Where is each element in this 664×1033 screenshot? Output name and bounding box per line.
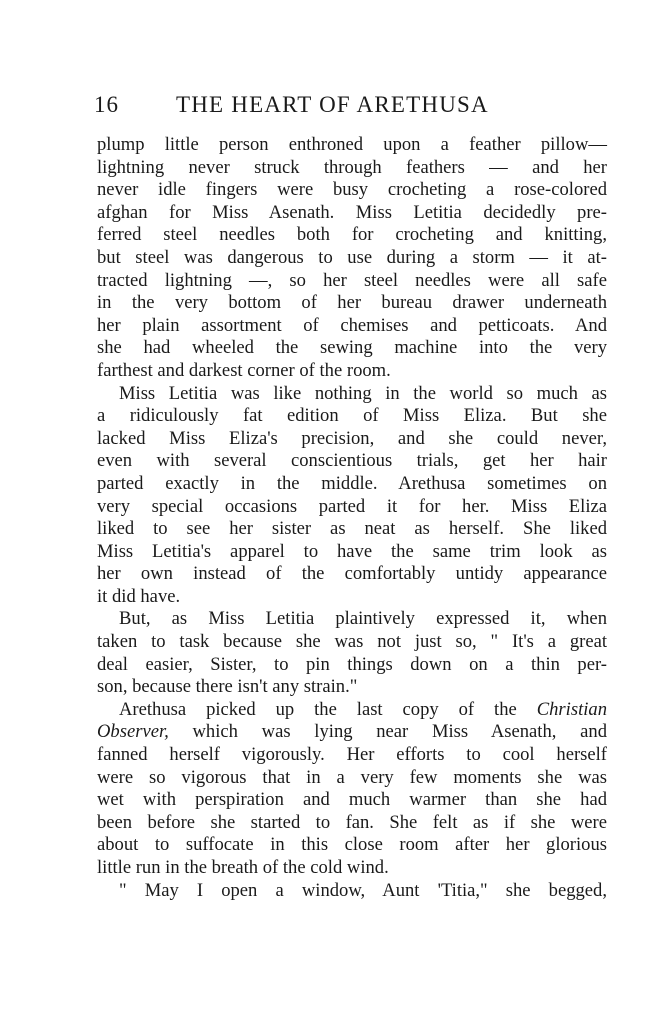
text-line [97, 518, 607, 541]
text-line-content: Arethusa picked up the last copy of the [119, 698, 537, 720]
text-line [97, 744, 607, 767]
text-line-content: Miss Letitia's apparel to have the same trim look as [97, 540, 607, 562]
text-line [97, 496, 607, 519]
text-line-content: son, because there isn't any strain." [97, 676, 358, 698]
text-line-content: it did have. [97, 585, 181, 607]
page-number: 16 [94, 92, 119, 117]
text-line [97, 428, 607, 451]
text-line [97, 541, 607, 564]
text-line [97, 767, 607, 790]
text-line-content: were so vigorous that in a very few moments she was [97, 766, 607, 788]
text-line-content: afghan for Miss Asenath. Miss Letitia decidedly pre- [97, 201, 607, 223]
text-line-content: her own instead of the comfortably untidy appearance [97, 563, 607, 585]
text-line-content: been before she started to fan. She felt as if she were [97, 811, 607, 833]
text-line-content: very special occasions parted it for her. Miss Eliza [97, 495, 607, 517]
text-line-content: never idle fingers were busy crocheting a rose-colored [97, 179, 607, 201]
text-line [97, 473, 607, 496]
text-line-tail: which was lying near Miss Asenath, and [168, 721, 607, 743]
text-line [97, 676, 607, 699]
text-line [97, 179, 607, 202]
text-line-content: about to suffocate in this close room after her glorious [97, 834, 607, 856]
text-line-content: taken to task because she was not just so, " It's a great [97, 631, 607, 653]
text-line [97, 450, 607, 473]
text-line [97, 134, 607, 157]
text-line [97, 654, 607, 677]
text-line-content: plump little person enthroned upon a feather pillow— [97, 134, 607, 155]
text-line-content: lacked Miss Eliza's precision, and she could never, [97, 427, 607, 449]
italic-title: Observer, [97, 721, 169, 743]
text-line [97, 337, 607, 360]
book-title: THE HEART OF ARETHUSA [176, 92, 489, 117]
text-line [97, 315, 607, 338]
text-line [97, 789, 607, 812]
text-line-content: farthest and darkest corner of the room. [97, 359, 391, 381]
text-line [97, 157, 607, 180]
text-line-content: even with several conscientious trials, get her hair [97, 450, 607, 472]
text-line [97, 405, 607, 428]
text-line [97, 270, 607, 293]
text-line-content: her plain assortment of chemises and petticoats. And [97, 314, 607, 336]
text-line-content: deal easier, Sister, to pin things down on a thin per- [97, 653, 607, 675]
text-line-content: tracted lightning —, so her steel needles were all safe [97, 269, 607, 291]
text-line-content: a ridiculously fat edition of Miss Eliza. But she [97, 405, 607, 427]
text-line-content: but steel was dangerous to use during a storm — it at- [97, 246, 607, 268]
text-line [97, 247, 607, 270]
text-line-content: " May I open a window, Aunt 'Titia," she begged, [119, 879, 607, 901]
italic-title: Christian [536, 698, 607, 720]
text-line-content: little run in the breath of the cold wind. [97, 857, 389, 878]
running-head [94, 92, 606, 120]
text-line-content: parted exactly in the middle. Arethusa sometimes on [97, 472, 607, 494]
text-line-content: lightning never struck through feathers — and her [97, 156, 607, 178]
text-line [97, 224, 607, 247]
text-line [97, 292, 607, 315]
text-line [97, 857, 607, 880]
text-line [97, 608, 607, 631]
text-line-content: she had wheeled the sewing machine into the very [97, 337, 607, 359]
text-line [97, 563, 607, 586]
text-line [97, 631, 607, 654]
text-line [97, 383, 607, 406]
text-line-content: fanned herself vigorously. Her efforts to cool herself [97, 744, 607, 766]
text-line [97, 360, 607, 383]
text-line-content: in the very bottom of her bureau drawer underneath [97, 292, 607, 314]
text-line-content: wet with perspiration and much warmer than she had [97, 789, 607, 811]
text-line-content: liked to see her sister as neat as herself. She liked [97, 518, 607, 540]
text-line [97, 202, 607, 225]
body-text [97, 134, 607, 902]
text-line [97, 834, 607, 857]
text-line [97, 699, 607, 722]
text-line-content: But, as Miss Letitia plaintively expressed it, when [119, 608, 607, 630]
text-line-content: Miss Letitia was like nothing in the world so much as [119, 382, 607, 404]
text-line [97, 586, 607, 609]
text-line [97, 721, 607, 744]
text-line [97, 812, 607, 835]
text-line-content: ferred steel needles both for crocheting and knitting, [97, 224, 607, 246]
text-line [97, 880, 607, 903]
